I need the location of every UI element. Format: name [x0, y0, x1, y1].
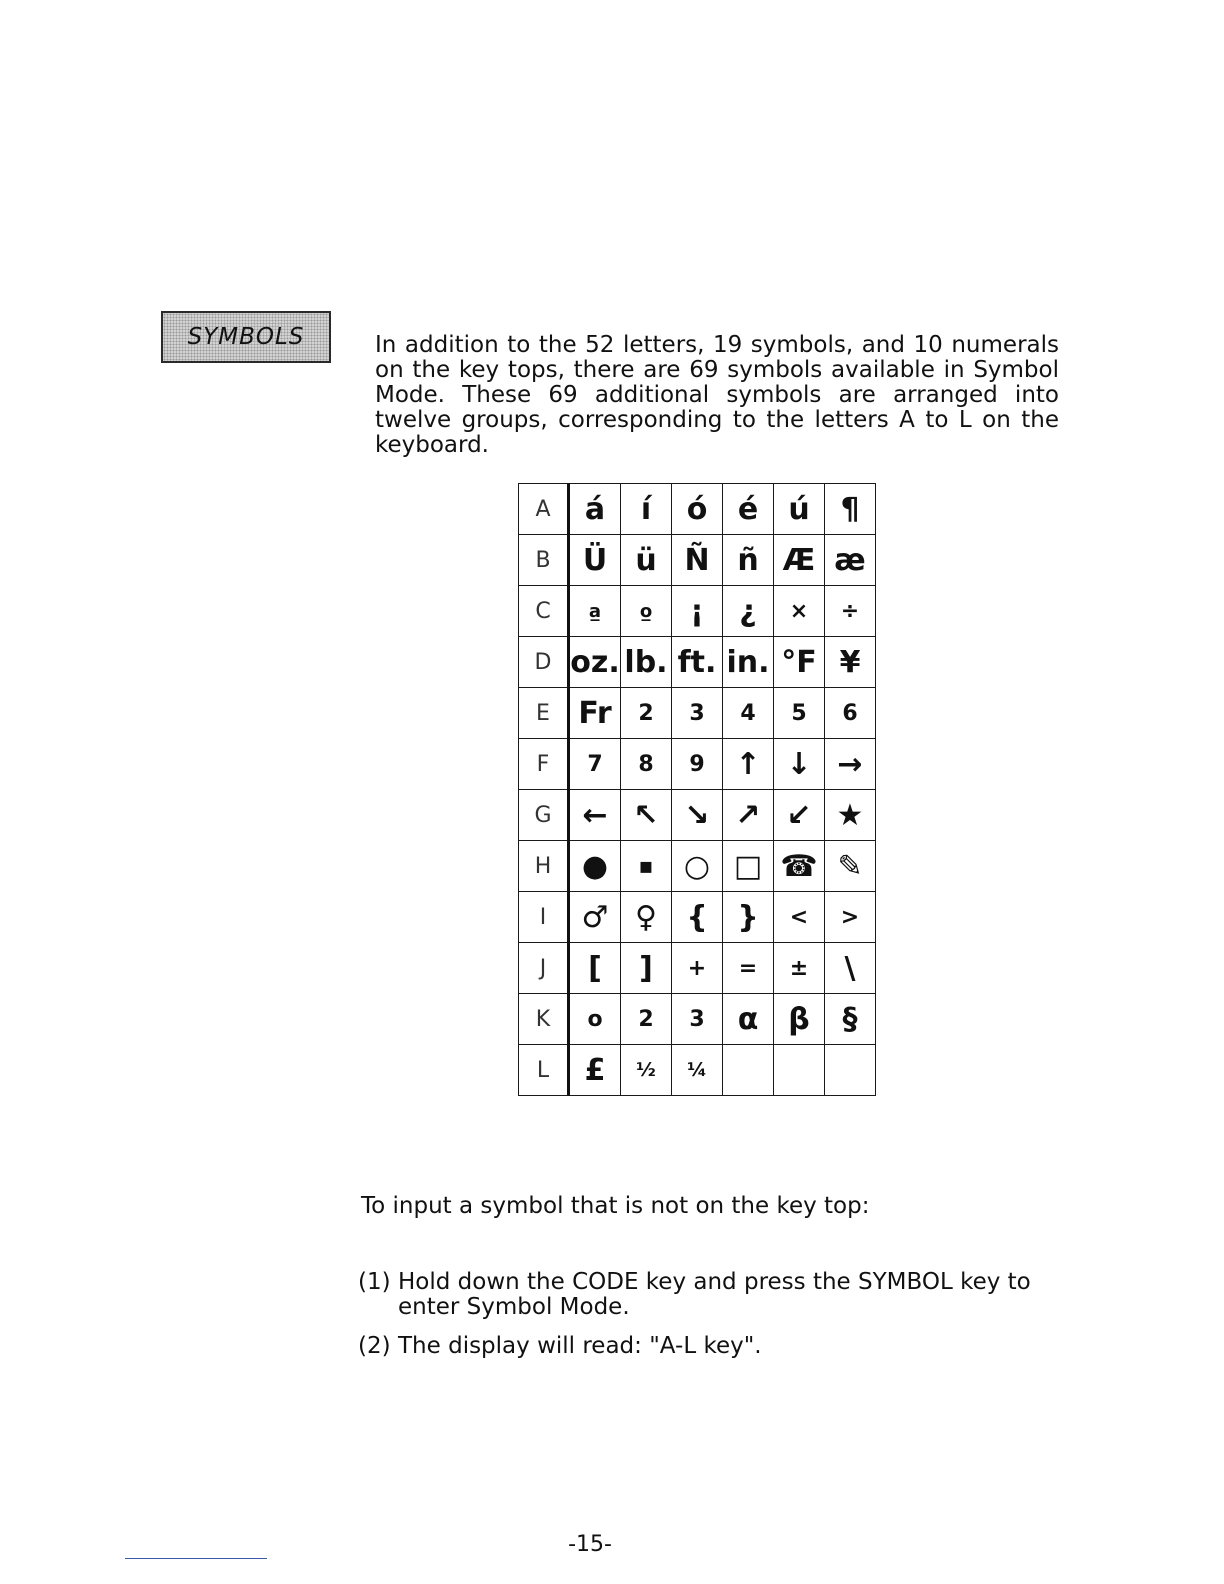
symbol-cell: ¶ — [825, 484, 876, 535]
symbol-cell: } — [723, 892, 774, 943]
symbol-table-body — [519, 484, 876, 1096]
section-label: SYMBOLS — [161, 311, 331, 363]
symbol-row-d — [519, 637, 876, 688]
row-key-label: B — [519, 535, 569, 586]
symbol-cell: o — [569, 994, 621, 1045]
symbol-row-j — [519, 943, 876, 994]
row-key-label: I — [519, 892, 569, 943]
symbol-row-l — [519, 1045, 876, 1096]
symbol-row-g — [519, 790, 876, 841]
symbol-cell: ♂ — [569, 892, 621, 943]
symbol-cell: { — [672, 892, 723, 943]
intro-paragraph: In addition to the 52 letters, 19 symbols, and 10 numerals on the key tops, there are 69 symbols available in Symbol Mode. These 69 additional symbols are arranged into twelve groups, corresponding to the letters A to L on the keyboard. — [375, 332, 1059, 458]
symbol-cell: 3 — [672, 994, 723, 1045]
symbol-cell: 9 — [672, 739, 723, 790]
symbol-cell: □ — [723, 841, 774, 892]
symbol-cell: ← — [569, 790, 621, 841]
row-key-label: K — [519, 994, 569, 1045]
symbol-cell: ● — [569, 841, 621, 892]
step-item — [358, 1270, 1060, 1320]
symbol-cell: 8 — [621, 739, 672, 790]
symbol-cell: á — [569, 484, 621, 535]
symbol-cell: § — [825, 994, 876, 1045]
symbol-cell: ↓ — [774, 739, 825, 790]
row-key-label: G — [519, 790, 569, 841]
symbol-cell: [ — [569, 943, 621, 994]
symbol-cell: ÷ — [825, 586, 876, 637]
symbol-cell: í — [621, 484, 672, 535]
symbol-cell: ó — [672, 484, 723, 535]
row-key-label: A — [519, 484, 569, 535]
symbol-cell: ft. — [672, 637, 723, 688]
step-number: (2) — [358, 1333, 391, 1359]
symbol-cell: 2 — [621, 688, 672, 739]
symbol-cell: ú — [774, 484, 825, 535]
row-key-label: J — [519, 943, 569, 994]
step-number: (1) — [358, 1269, 391, 1295]
symbol-cell: ↘ — [672, 790, 723, 841]
symbol-cell: oz. — [569, 637, 621, 688]
symbol-table — [518, 483, 876, 1096]
symbol-cell: < — [774, 892, 825, 943]
step-text: Hold down the CODE key and press the SYMBOL key to enter Symbol Mode. — [398, 1269, 1031, 1320]
symbol-cell: æ — [825, 535, 876, 586]
symbol-cell: > — [825, 892, 876, 943]
symbol-cell: Fr — [569, 688, 621, 739]
symbol-cell: + — [672, 943, 723, 994]
row-key-label: E — [519, 688, 569, 739]
symbol-cell: ¥ — [825, 637, 876, 688]
symbol-cell: × — [774, 586, 825, 637]
symbol-cell: ü — [621, 535, 672, 586]
symbol-cell: 6 — [825, 688, 876, 739]
step-item — [358, 1334, 1060, 1359]
row-key-label: D — [519, 637, 569, 688]
symbol-cell: o̲ — [621, 586, 672, 637]
empty-cell — [774, 1045, 825, 1096]
symbol-cell: ○ — [672, 841, 723, 892]
symbol-row-b — [519, 535, 876, 586]
symbol-row-f — [519, 739, 876, 790]
symbol-cell: 5 — [774, 688, 825, 739]
symbol-cell: 4 — [723, 688, 774, 739]
symbol-cell: ↑ — [723, 739, 774, 790]
symbol-cell: a̲ — [569, 586, 621, 637]
symbol-cell: ▪ — [621, 841, 672, 892]
symbol-row-i — [519, 892, 876, 943]
symbol-cell: ♀ — [621, 892, 672, 943]
symbol-cell: ↗ — [723, 790, 774, 841]
symbol-cell: ✎ — [825, 841, 876, 892]
symbol-cell: £ — [569, 1045, 621, 1096]
symbol-cell: 2 — [621, 994, 672, 1045]
symbol-row-a — [519, 484, 876, 535]
symbol-cell: 3 — [672, 688, 723, 739]
row-key-label: C — [519, 586, 569, 637]
symbol-cell: ± — [774, 943, 825, 994]
symbol-row-k — [519, 994, 876, 1045]
symbol-cell: °F — [774, 637, 825, 688]
empty-cell — [723, 1045, 774, 1096]
symbol-cell: Æ — [774, 535, 825, 586]
symbol-cell: = — [723, 943, 774, 994]
symbol-row-c — [519, 586, 876, 637]
symbol-cell: ñ — [723, 535, 774, 586]
symbol-cell: é — [723, 484, 774, 535]
page-number: -15- — [568, 1532, 612, 1557]
symbol-cell: ★ — [825, 790, 876, 841]
symbol-cell: α — [723, 994, 774, 1045]
symbol-cell: β — [774, 994, 825, 1045]
symbol-cell: ↖ — [621, 790, 672, 841]
symbol-cell: ↙ — [774, 790, 825, 841]
symbol-cell: in. — [723, 637, 774, 688]
symbol-cell: 7 — [569, 739, 621, 790]
symbol-cell: ] — [621, 943, 672, 994]
symbol-cell: ☎ — [774, 841, 825, 892]
steps-list — [358, 1270, 1060, 1373]
symbol-cell: ¿ — [723, 586, 774, 637]
symbol-cell: ¼ — [672, 1045, 723, 1096]
symbol-cell: Ñ — [672, 535, 723, 586]
empty-cell — [825, 1045, 876, 1096]
symbol-cell: ½ — [621, 1045, 672, 1096]
symbol-cell: Ü — [569, 535, 621, 586]
symbol-row-e — [519, 688, 876, 739]
row-key-label: F — [519, 739, 569, 790]
symbol-row-h — [519, 841, 876, 892]
symbol-cell: ¡ — [672, 586, 723, 637]
symbol-cell: → — [825, 739, 876, 790]
symbol-cell: \ — [825, 943, 876, 994]
row-key-label: L — [519, 1045, 569, 1096]
instructions-heading: To input a symbol that is not on the key top: — [361, 1193, 870, 1219]
symbol-cell: lb. — [621, 637, 672, 688]
step-text: The display will read: "A-L key". — [398, 1333, 762, 1359]
row-key-label: H — [519, 841, 569, 892]
bottom-rule — [125, 1558, 267, 1559]
